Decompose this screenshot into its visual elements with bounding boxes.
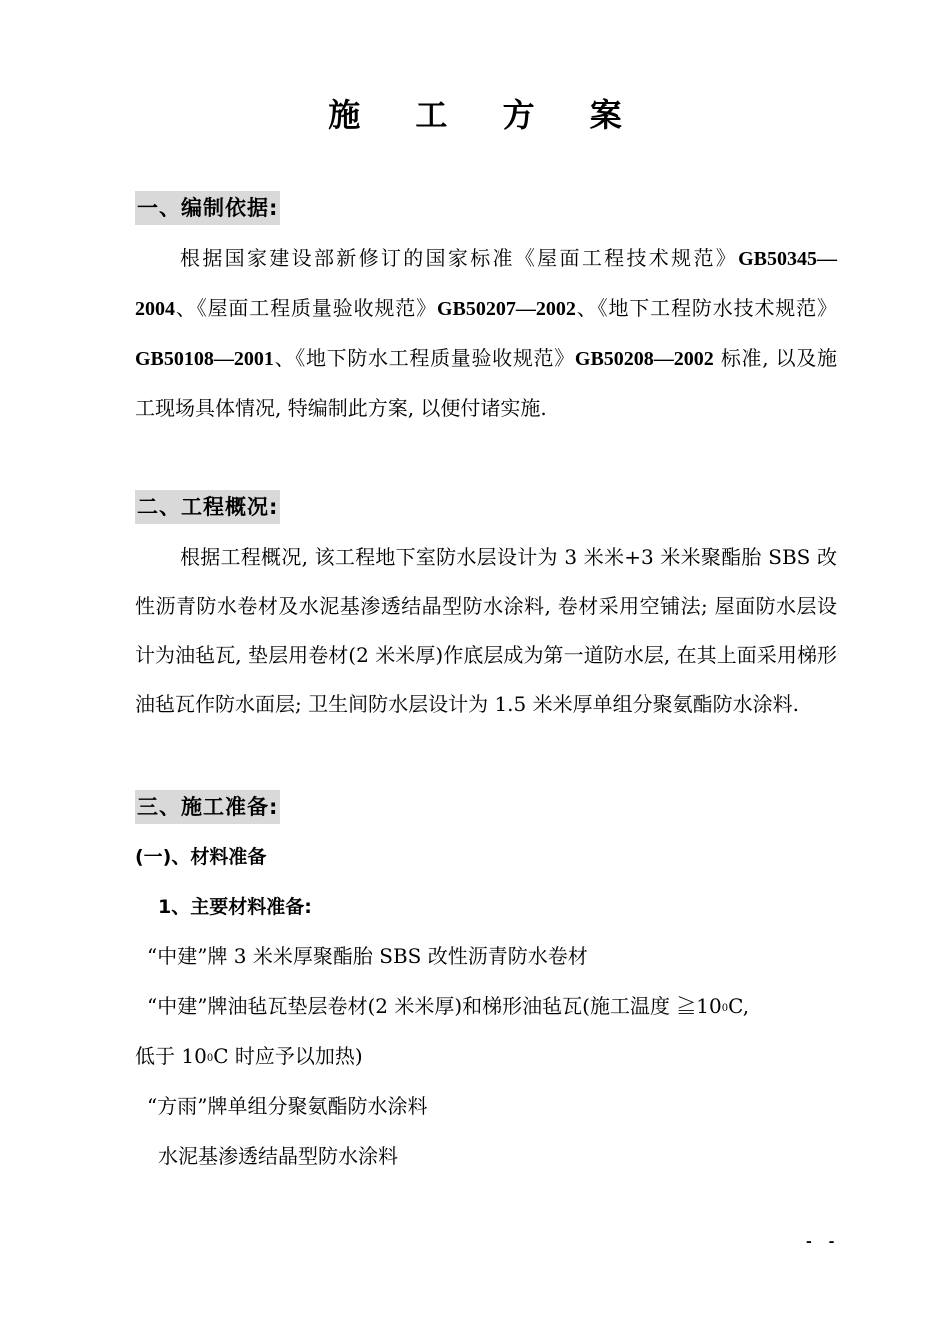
section-heading-preparation: 三、施工准备: <box>135 790 280 824</box>
basis-text-5: 标准, 以及施工现场具体情况, 特编制此方案, 以便付诸实施. <box>135 346 838 420</box>
standard-code-4: GB50208—2002 <box>574 348 714 370</box>
section-heading-basis: 一、编制依据: <box>135 191 280 225</box>
material-item-1: “中建”牌 3 米米厚聚酯胎 SBS 改性沥青防水卷材 <box>147 944 588 968</box>
material-item-4: 水泥基渗透结晶型防水涂料 <box>158 1144 398 1168</box>
material-item-2-cont <box>135 1041 363 1074</box>
section-body-basis <box>135 234 837 433</box>
basis-text-3: 、《地下工程防水技术规范》 <box>575 296 838 320</box>
basis-text-4: 、《地下防水工程质量验收规范》 <box>273 346 575 370</box>
standard-code-3: GB50108—2001 <box>135 348 274 370</box>
material-item-2 <box>147 991 749 1024</box>
material-item-2-cont-text: 低于 10 <box>135 1044 207 1068</box>
standard-code-1: GB50345—2004 <box>135 248 837 320</box>
degree-mark: 0 <box>721 1003 729 1014</box>
subheading-material-prep: (一)、材料准备 <box>135 846 267 868</box>
degree-mark: 0 <box>206 1053 214 1064</box>
material-item-2-text: “中建”牌油毡瓦垫层卷材(2 米米厚)和梯形油毡瓦(施工温度 ≧10 <box>147 994 722 1018</box>
material-item-2-unit: C, <box>728 994 750 1018</box>
section-body-overview: 根据工程概况, 该工程地下室防水层设计为 3 米米+3 米米聚酯胎 SBS 改性沥青防水卷材及水泥基渗透结晶型防水涂料, 卷材采用空铺法; 屋面防水层设计为油毡瓦, 垫层用卷材(2 米米厚)作底层成为第一道防水层, 在其上面采用梯形油毡瓦作防水面层; 卫生间防水层设计为 1.5 米米厚单组分聚氨酯防水涂料. <box>135 545 837 716</box>
basis-text-2: 、《屋面工程质量验收规范》 <box>175 296 437 320</box>
standard-code-2: GB50207—2002 <box>436 298 576 320</box>
basis-text-1: 根据国家建设部新修订的国家标准《屋面工程技术规范》 <box>180 246 739 270</box>
page-title: 施 工 方 案 <box>328 96 644 134</box>
subheading-main-materials: 1、主要材料准备: <box>158 896 312 918</box>
material-item-2-cont-unit: C 时应予以加热) <box>213 1044 363 1068</box>
section-heading-overview: 二、工程概况: <box>135 490 280 524</box>
page-marker: - - <box>806 1234 841 1250</box>
material-item-3: “方雨”牌单组分聚氨酯防水涂料 <box>147 1094 428 1118</box>
